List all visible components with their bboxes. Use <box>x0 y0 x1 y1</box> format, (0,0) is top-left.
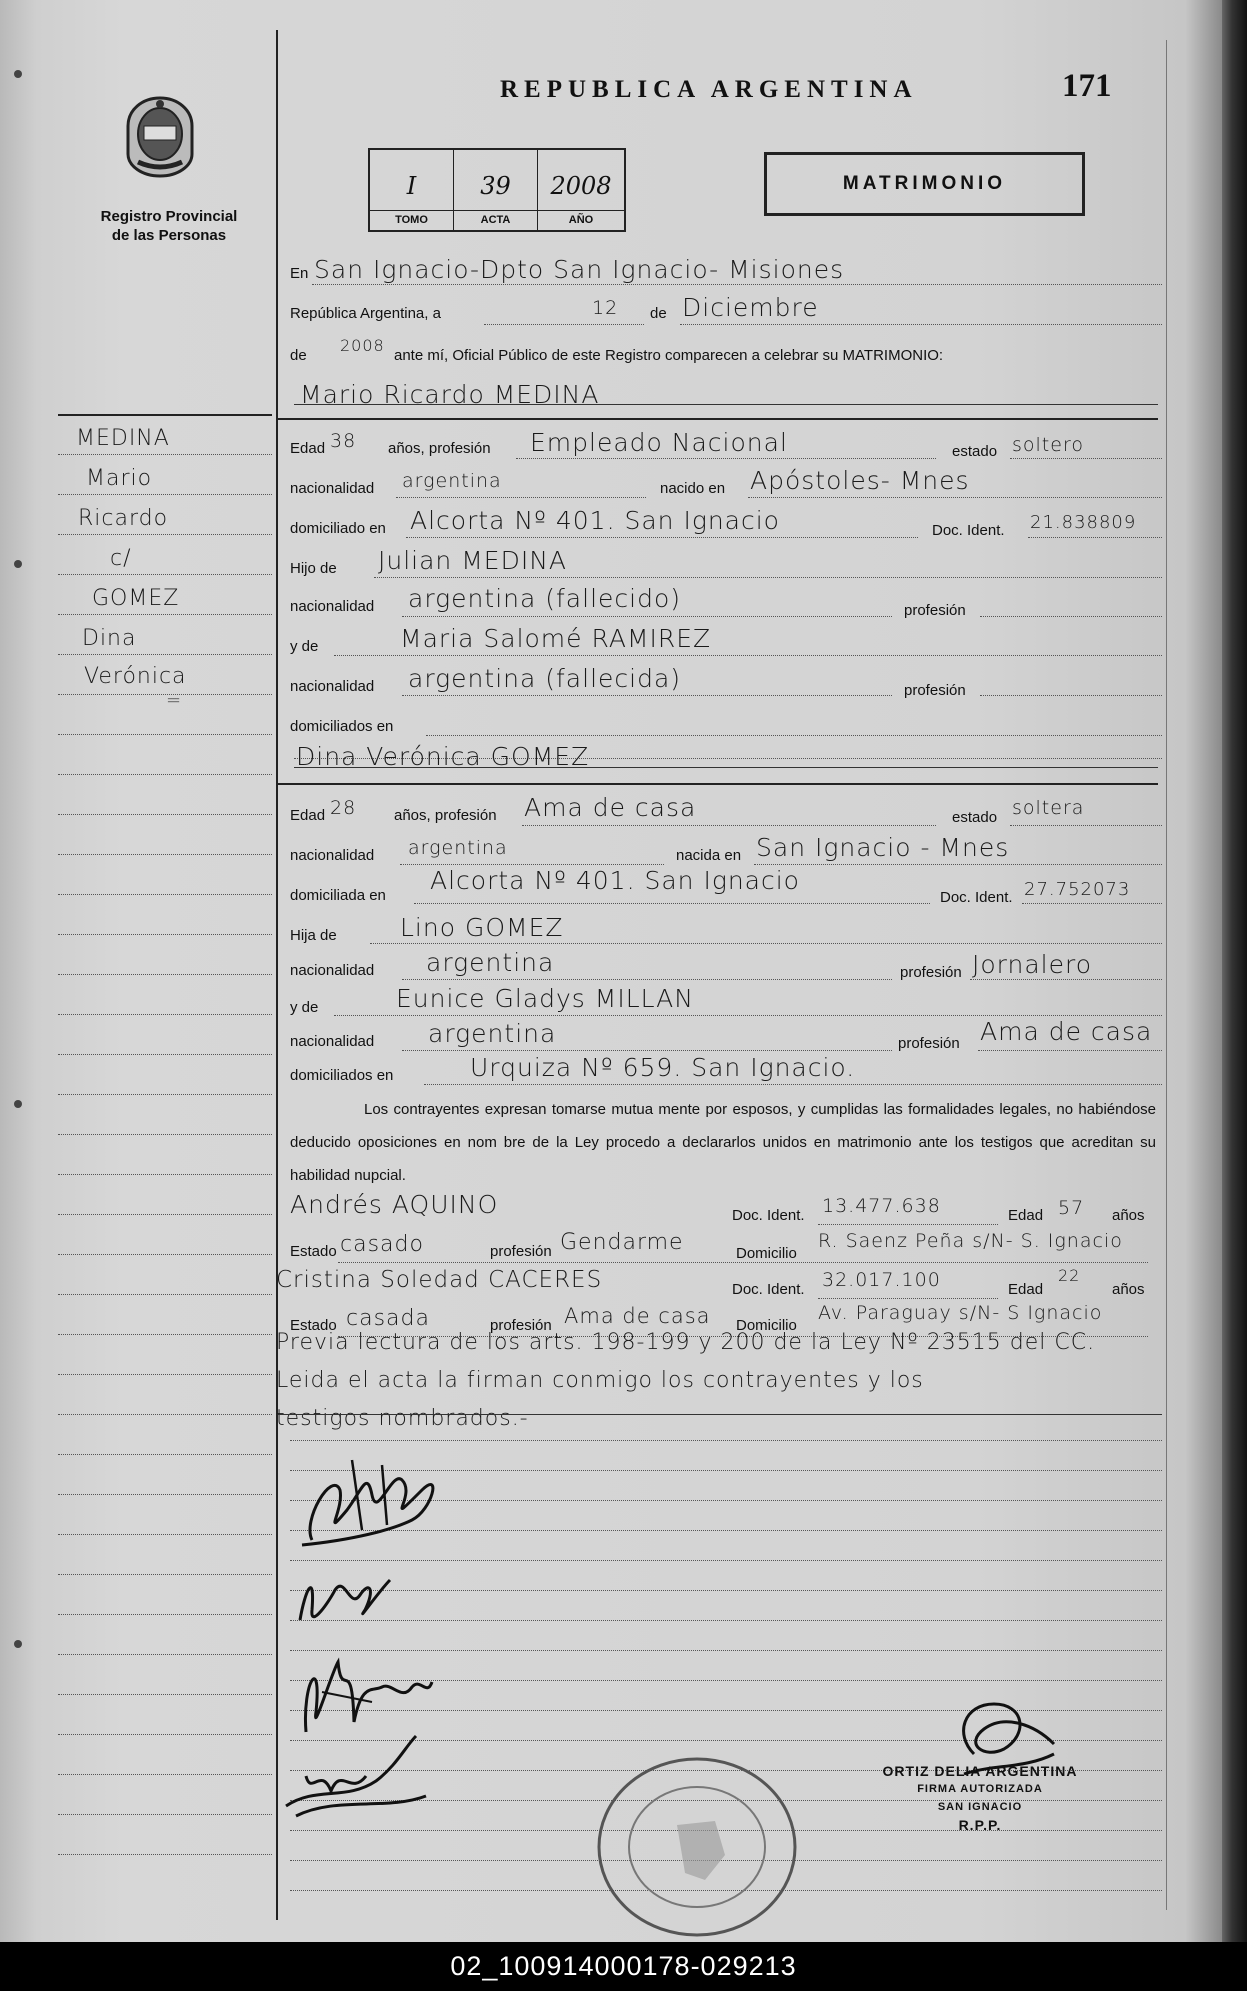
day-value: 12 <box>592 297 619 319</box>
bride-section-rule <box>278 783 1158 785</box>
month-value: Diciembre <box>682 293 819 322</box>
ano-label: AÑO <box>538 210 624 230</box>
groom-dom-line <box>406 537 918 538</box>
margin-line-5: GOMEZ <box>92 586 180 611</box>
country-header: REPUBLICA ARGENTINA <box>500 76 918 103</box>
bride-nacida: San Ignacio - Mnes <box>756 833 1010 862</box>
acta-value: 39 <box>480 172 511 200</box>
groom-profesion-label: años, profesión <box>388 440 491 457</box>
witness-1-domicilio-label: Domicilio <box>736 1245 797 1262</box>
groom-hijo-label: Hijo de <box>290 560 337 577</box>
bride-name: Dina Verónica GOMEZ <box>296 742 590 771</box>
margin-line-3: Ricardo <box>78 506 169 531</box>
bride-edad-label: Edad <box>290 807 326 824</box>
bride-padres-dom-line <box>424 1084 1162 1085</box>
witness-2-edad: 22 <box>1058 1266 1081 1285</box>
groom-padre-prof-line <box>980 616 1162 617</box>
bride-profesion-label: años, profesión <box>394 807 497 824</box>
witness-1-estado-label: Estado <box>290 1243 337 1260</box>
closing-line-2: Leida el acta la firman conmigo los contrayentes y los <box>276 1368 924 1393</box>
year-suffix: ante mí, Oficial Público de este Registro comparecen a celebrar su MATRIMONIO: <box>394 347 944 364</box>
acta-label: ACTA <box>454 210 537 230</box>
groom-madre: Maria Salomé RAMIREZ <box>400 624 712 653</box>
witness-1-doc: 13.477.638 <box>822 1195 941 1217</box>
bride-madre: Eunice Gladys MILLAN <box>396 984 694 1013</box>
witness-1-domicilio: R. Saenz Peña s/N- S. Ignacio <box>818 1230 1123 1252</box>
ano-value: 2008 <box>550 172 612 200</box>
groom-nacionalidad: argentina <box>402 470 502 492</box>
signature-1 <box>292 1450 462 1560</box>
de-label: de <box>650 305 667 322</box>
stamp-line-1: ORTIZ DELIA ARGENTINA <box>882 1763 1078 1779</box>
witness-2-anos-label: años <box>1112 1281 1145 1298</box>
stamp-line-3: SAN IGNACIO <box>937 1801 1023 1813</box>
tomo-value: I <box>406 172 417 200</box>
bride-dom-label: domiciliada en <box>290 887 386 904</box>
witness-2-doc-line <box>818 1298 998 1299</box>
groom-nac-line <box>396 497 646 498</box>
witness-1-edad-label: Edad <box>1008 1207 1044 1224</box>
groom-madre-nac-line <box>402 695 892 696</box>
image-caption: 02_100914000178-029213 <box>0 1942 1247 1991</box>
republica-label: República Argentina, a <box>290 305 441 322</box>
groom-doc: 21.838809 <box>1030 512 1137 533</box>
witness-2-estado-label: Estado <box>290 1317 337 1334</box>
margin-line-8: = <box>166 690 183 711</box>
witness-1-anos-label: años <box>1112 1207 1145 1224</box>
closing-rule <box>278 1414 1162 1415</box>
registry-stamp <box>595 1755 800 1940</box>
groom-doc-line <box>1028 537 1162 538</box>
witness-2-doc: 32.017.100 <box>822 1269 941 1291</box>
bride-hija-label: Hija de <box>290 927 337 944</box>
registry-logo-icon <box>122 96 198 178</box>
bride-padre-nac-label: nacionalidad <box>290 962 375 979</box>
bride-padre-nac-line <box>402 979 892 980</box>
bride-padre-line <box>370 943 1162 944</box>
groom-nac-label: nacionalidad <box>290 480 375 497</box>
groom-padres-dom-label: domiciliados en <box>290 718 394 735</box>
witness-2-profesion: Ama de casa <box>564 1304 711 1328</box>
groom-padre-nac-line <box>402 616 892 617</box>
witness-1-doc-line <box>818 1224 998 1225</box>
tomo-label: TOMO <box>370 210 453 230</box>
closing-line-1: Previa lectura de los arts. 198-199 y 200 de la Ley Nº 23515 del CC. <box>276 1330 1096 1355</box>
bride-madre-prof-line <box>978 1050 1162 1051</box>
day-line <box>484 324 644 325</box>
groom-edad: 38 <box>330 430 357 452</box>
bride-doc-line <box>1022 903 1162 904</box>
registry-line-1: Registro Provincial <box>100 208 238 225</box>
month-line <box>680 324 1162 325</box>
groom-estado-line <box>1010 458 1162 459</box>
bride-madre-prof: Ama de casa <box>980 1017 1153 1046</box>
groom-padres-dom-line <box>426 735 1162 736</box>
year-value: 2008 <box>340 336 385 355</box>
place-line <box>312 284 1162 285</box>
groom-doc-label: Doc. Ident. <box>932 522 1005 539</box>
stamp-line-4: R.P.P. <box>958 1817 1002 1833</box>
closing-line-3: testigos nombrados.- <box>276 1406 529 1431</box>
groom-padre: Julian MEDINA <box>378 546 568 575</box>
groom-section-rule <box>278 418 1158 420</box>
margin-line-4: c/ <box>110 546 132 571</box>
groom-profesion: Empleado Nacional <box>530 428 788 457</box>
bride-madre-prof-label: profesión <box>898 1035 960 1052</box>
bride-profesion-line <box>522 825 936 826</box>
margin-rule <box>276 30 278 1920</box>
bride-estado-label: estado <box>952 809 998 826</box>
bride-nac-label: nacionalidad <box>290 847 375 864</box>
bride-padres-dom: Urquiza Nº 659. San Ignacio. <box>470 1053 856 1082</box>
witness-1-line <box>338 1262 1148 1263</box>
bride-padres-dom-label: domiciliados en <box>290 1067 394 1084</box>
bride-padre-prof-label: profesión <box>900 964 962 981</box>
bride-padre-prof-line <box>970 979 1162 980</box>
bride-dom-line <box>414 903 930 904</box>
groom-name: Mario Ricardo MEDINA <box>300 380 600 409</box>
groom-madre-prof-label: profesión <box>904 682 966 699</box>
witness-1-edad: 57 <box>1058 1197 1085 1219</box>
witness-2-profesion-label: profesión <box>490 1317 552 1334</box>
bride-madre-nac-line <box>402 1050 892 1051</box>
witness-1-name: Andrés AQUINO <box>290 1190 499 1219</box>
bride-doc-label: Doc. Ident. <box>940 889 1013 906</box>
bride-padre-prof: Jornalero <box>972 950 1093 979</box>
witness-2-domicilio: Av. Paraguay s/N- S Ignacio <box>818 1302 1103 1324</box>
ano-cell <box>538 150 624 230</box>
margin-line-1: MEDINA <box>76 426 170 451</box>
bride-madre-line <box>334 1015 1162 1016</box>
registry-name <box>84 207 254 245</box>
en-label: En <box>290 265 309 282</box>
record-number-box <box>368 148 626 232</box>
bride-yde-label: y de <box>290 999 319 1016</box>
witness-2-domicilio-label: Domicilio <box>736 1317 797 1334</box>
witness-2-name: Cristina Soledad CACERES <box>276 1267 603 1293</box>
groom-madre-line <box>334 655 1162 656</box>
groom-padre-prof-label: profesión <box>904 602 966 619</box>
signature-2 <box>290 1560 400 1640</box>
groom-estado-label: estado <box>952 443 998 460</box>
bride-domicilio: Alcorta Nº 401. San Ignacio <box>430 866 800 895</box>
groom-padre-line <box>374 577 1162 578</box>
witness-2-edad-label: Edad <box>1008 1281 1044 1298</box>
tomo-cell <box>370 150 454 230</box>
place-value: San Ignacio-Dpto San Ignacio- Misiones <box>314 255 845 284</box>
bride-nac-line <box>400 864 664 865</box>
acta-cell <box>454 150 538 230</box>
book-spine <box>1222 0 1247 1942</box>
declaration-text: Los contrayentes expresan tomarse mutua mente por esposos, y cumplidas las formalidades legales, no habiéndose deducido oposiciones en nom bre de la Ley procedo a declararlos unidos en matrimonio ante los testigos que acreditan su habilidad nupcial. <box>290 1101 1156 1184</box>
margin-line-2: Mario <box>86 466 153 491</box>
witness-1-estado: casado <box>340 1232 424 1257</box>
witness-1-doc-label: Doc. Ident. <box>732 1207 805 1224</box>
groom-madre-nac: argentina (fallecida) <box>408 664 682 693</box>
groom-padre-nac: argentina (fallecido) <box>408 584 682 613</box>
stamp-line-2: FIRMA AUTORIZADA <box>917 1783 1043 1795</box>
groom-padre-nac-label: nacionalidad <box>290 598 375 615</box>
groom-nacido: Apóstoles- Mnes <box>750 466 970 495</box>
bride-padre: Lino GOMEZ <box>400 913 564 942</box>
record-type: MATRIMONIO <box>764 152 1085 216</box>
bride-name-line <box>294 767 1158 768</box>
witness-2-doc-label: Doc. Ident. <box>732 1281 805 1298</box>
groom-madre-nac-label: nacionalidad <box>290 678 375 695</box>
bride-madre-nac-label: nacionalidad <box>290 1033 375 1050</box>
groom-madre-prof-line <box>980 695 1162 696</box>
groom-edad-label: Edad <box>290 440 326 457</box>
right-rule <box>1166 40 1167 1910</box>
bride-estado-line <box>1010 825 1162 826</box>
witness-1-profesion-label: profesión <box>490 1243 552 1260</box>
signature-4 <box>276 1726 436 1826</box>
groom-domicilio: Alcorta Nº 401. San Ignacio <box>410 506 780 535</box>
registry-line-2: de las Personas <box>111 227 227 244</box>
bride-edad: 28 <box>330 797 357 819</box>
groom-dom-label: domiciliado en <box>290 520 386 537</box>
bride-estado: soltera <box>1012 797 1085 819</box>
official-stamp <box>870 1762 1090 1834</box>
margin-line-7: Verónica <box>84 664 187 689</box>
bride-profesion: Ama de casa <box>524 793 697 822</box>
bride-nacida-line <box>754 864 1162 865</box>
groom-nacido-label: nacido en <box>660 480 726 497</box>
groom-estado: soltero <box>1012 434 1084 456</box>
groom-name-line <box>294 404 1158 405</box>
witness-2-estado: casada <box>346 1306 430 1331</box>
groom-nacido-line <box>748 497 1162 498</box>
margin-line-6: Dina <box>82 626 137 651</box>
groom-yde-label: y de <box>290 638 319 655</box>
bride-nacida-label: nacida en <box>676 847 742 864</box>
bride-doc: 27.752073 <box>1024 879 1131 900</box>
witness-1-profesion: Gendarme <box>560 1230 684 1255</box>
bride-nacionalidad: argentina <box>408 837 508 859</box>
year-prefix: de <box>290 347 307 364</box>
groom-profesion-line <box>516 458 936 459</box>
bride-madre-nac: argentina <box>428 1019 557 1048</box>
bride-padre-nac: argentina <box>426 948 555 977</box>
page-number: 171 <box>1062 68 1112 104</box>
